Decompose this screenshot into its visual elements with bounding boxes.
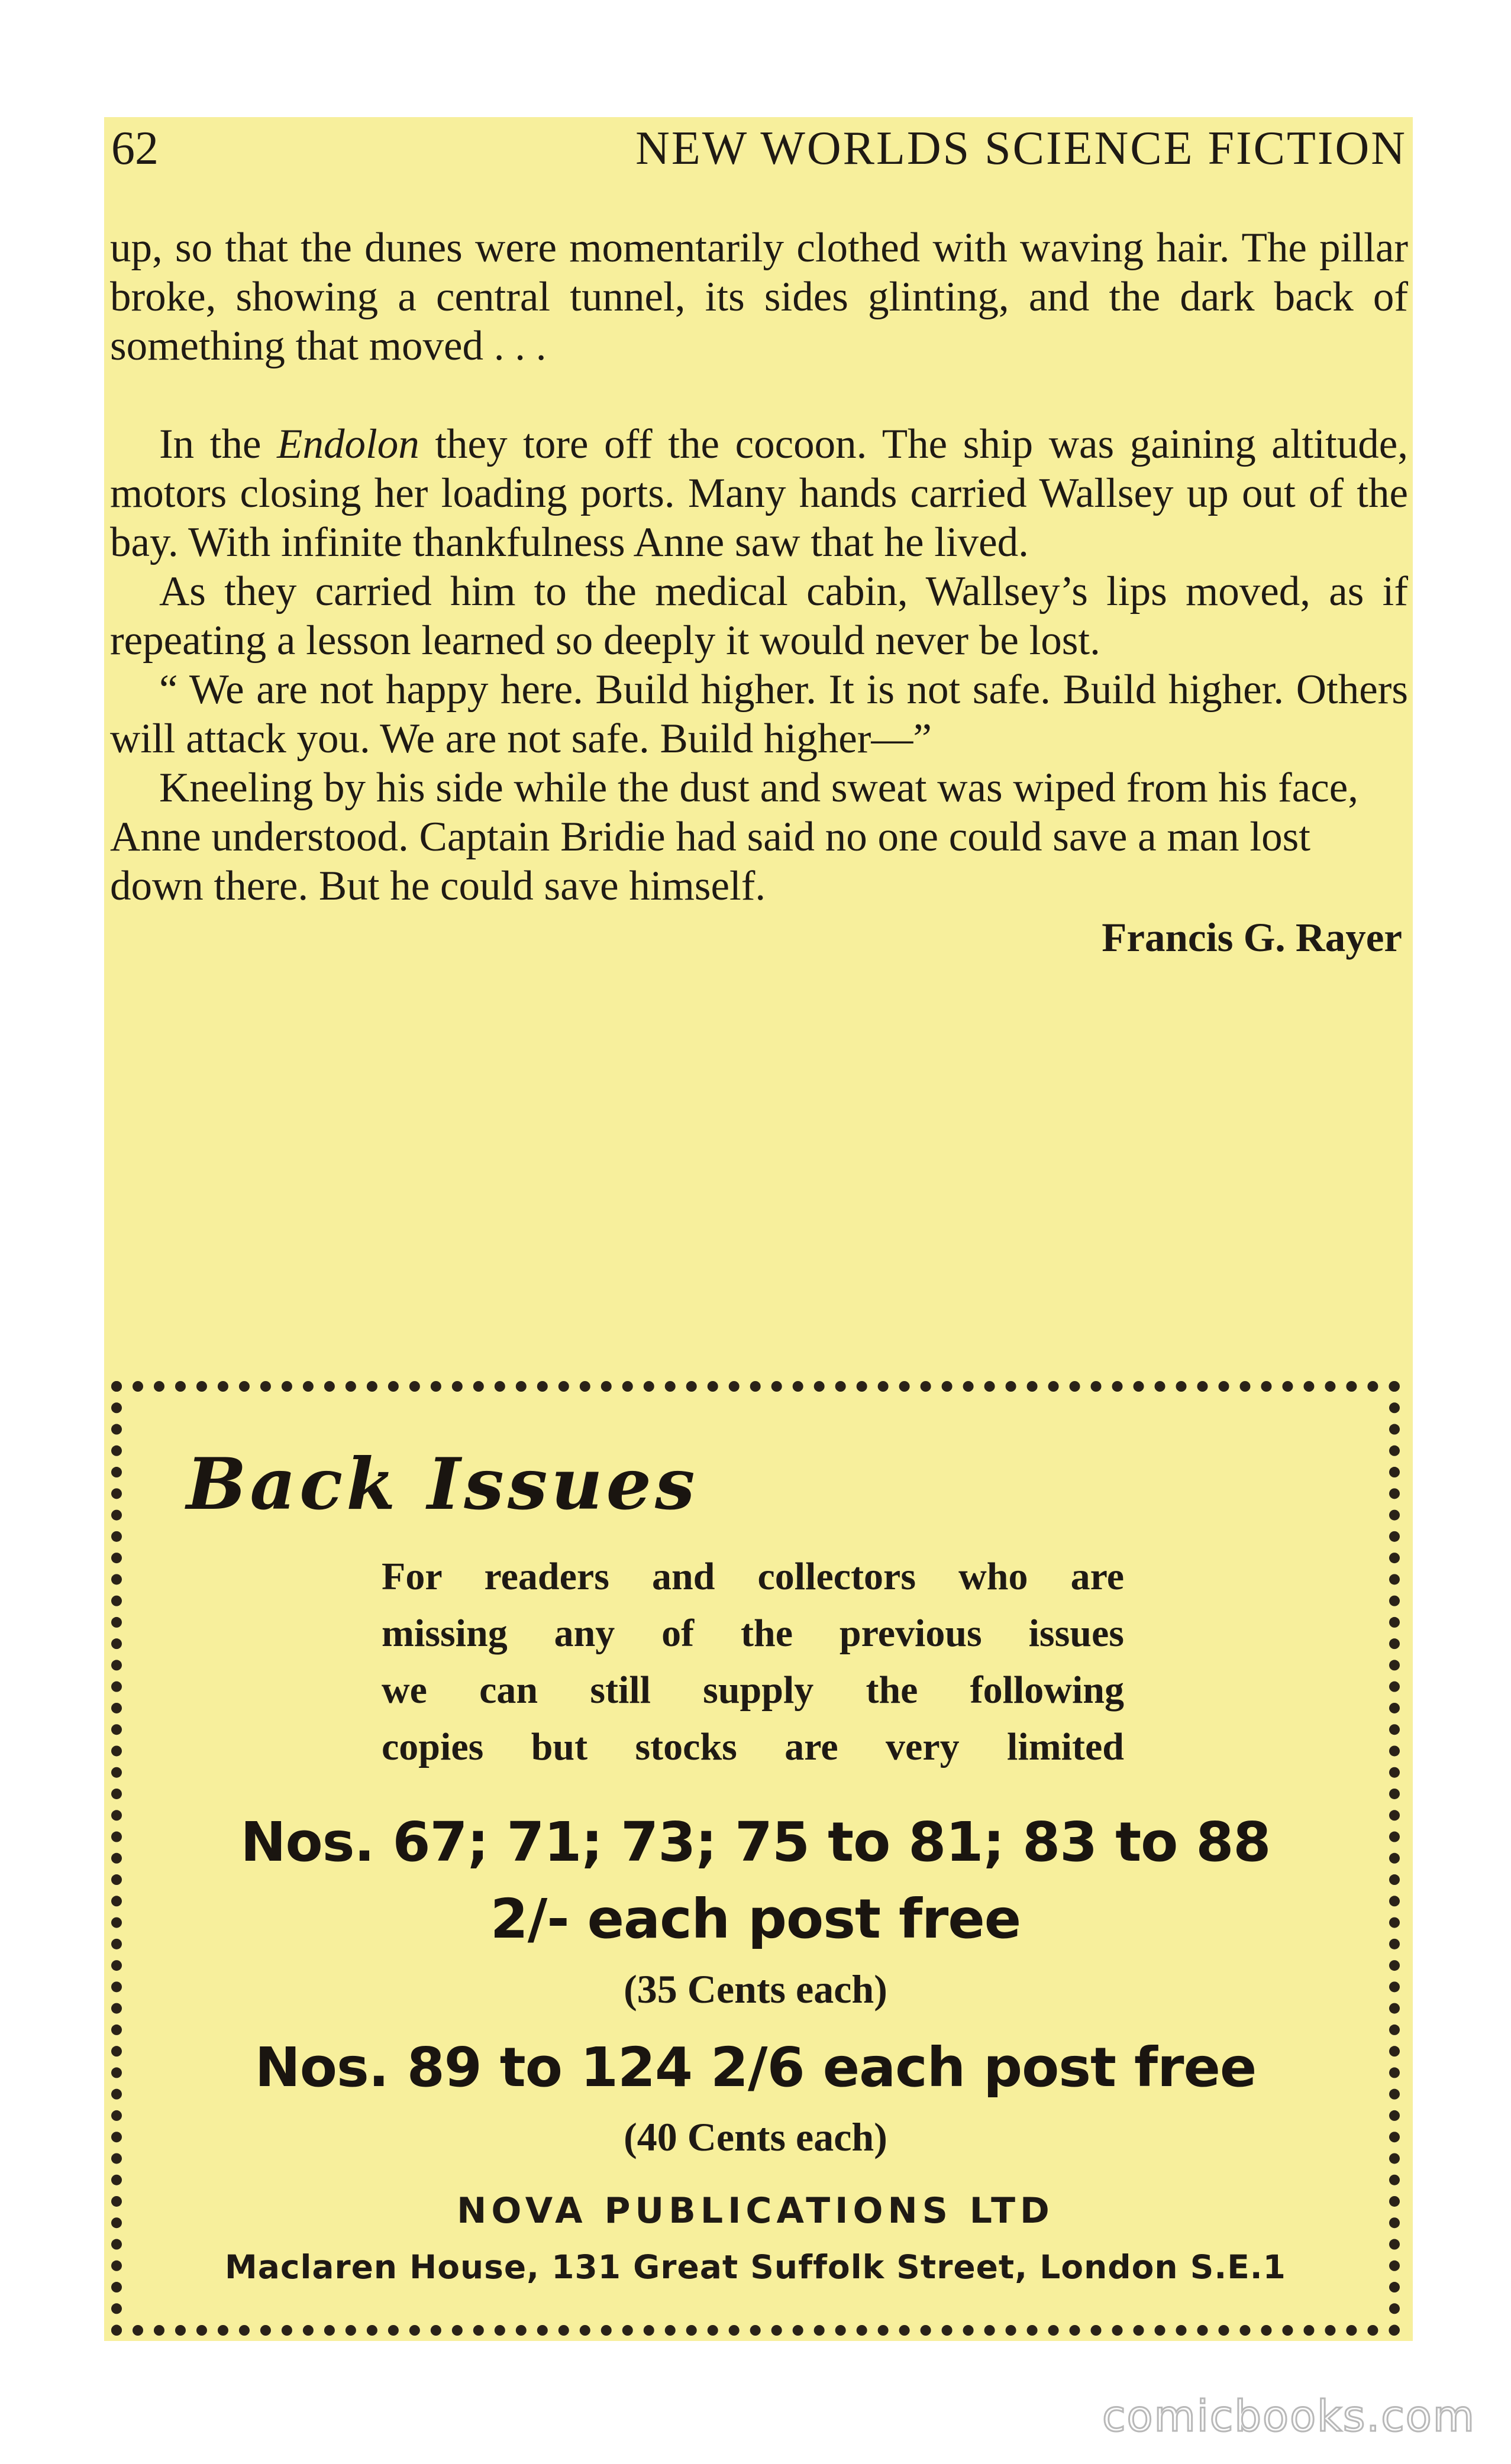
offer-2-cents: (40 Cents each) [624, 2114, 887, 2159]
intro-line: For readers and collectors who are [382, 1555, 1124, 1598]
story-text [110, 224, 1408, 962]
paragraph-text: In the [159, 421, 277, 467]
advert-intro [382, 1548, 1124, 1776]
magazine-title: NEW WORLDS SCIENCE FICTION [635, 122, 1407, 174]
site-watermark: comicbooks.com [1102, 2391, 1476, 2441]
running-head [111, 122, 1407, 175]
intro-line: copies but stocks are very limited [382, 1725, 1124, 1768]
publisher-address: Maclaren House, 131 Great Suffolk Street, London S.E.1 [225, 2248, 1286, 2286]
paragraph-text: they tore off the cocoon. The ship was gaining altitude, motors closing her loading ports. Many hands carried Wallsey up out of the bay. With infinite thankfulness Anne saw that he lived. [110, 421, 1408, 565]
story-paragraph: “ We are not happy here. Build higher. It is not safe. Build higher. Others will attack you. We are not safe. Build higher—” [110, 667, 1408, 762]
story-paragraph: As they carried him to the medical cabin, Wallsey’s lips moved, as if repeating a lesson learned so deeply it would never be lost. [110, 568, 1408, 664]
author-byline: Francis G. Rayer [1102, 915, 1402, 960]
publisher-name: NOVA PUBLICATIONS LTD [457, 2190, 1054, 2232]
intro-line: missing any of the previous issues [382, 1612, 1124, 1655]
advert-heading: Back Issues [186, 1443, 699, 1526]
ship-name: Endolon [277, 421, 419, 467]
page-number: 62 [111, 122, 159, 174]
offer-1-price: 2/- each post free [490, 1887, 1021, 1951]
story-paragraph: up, so that the dunes were momentarily clothed with waving hair. The pillar broke, showing a central tunnel, its sides glinting, and the dark back of something that moved . . . [110, 225, 1408, 369]
story-paragraph: Kneeling by his side while the dust and sweat was wiped from his face, Anne understood. Captain Bridie had said no one could save a man lost down there. But he could save himself. [110, 765, 1358, 909]
offer-2: Nos. 89 to 124 2/6 each post free [254, 2036, 1257, 2099]
offer-1-cents: (35 Cents each) [624, 1967, 887, 2012]
offer-1-issue-numbers: Nos. 67; 71; 73; 75 to 81; 83 to 88 [240, 1810, 1271, 1874]
story-paragraph [110, 420, 1408, 567]
intro-line: we can still supply the following [382, 1668, 1124, 1712]
